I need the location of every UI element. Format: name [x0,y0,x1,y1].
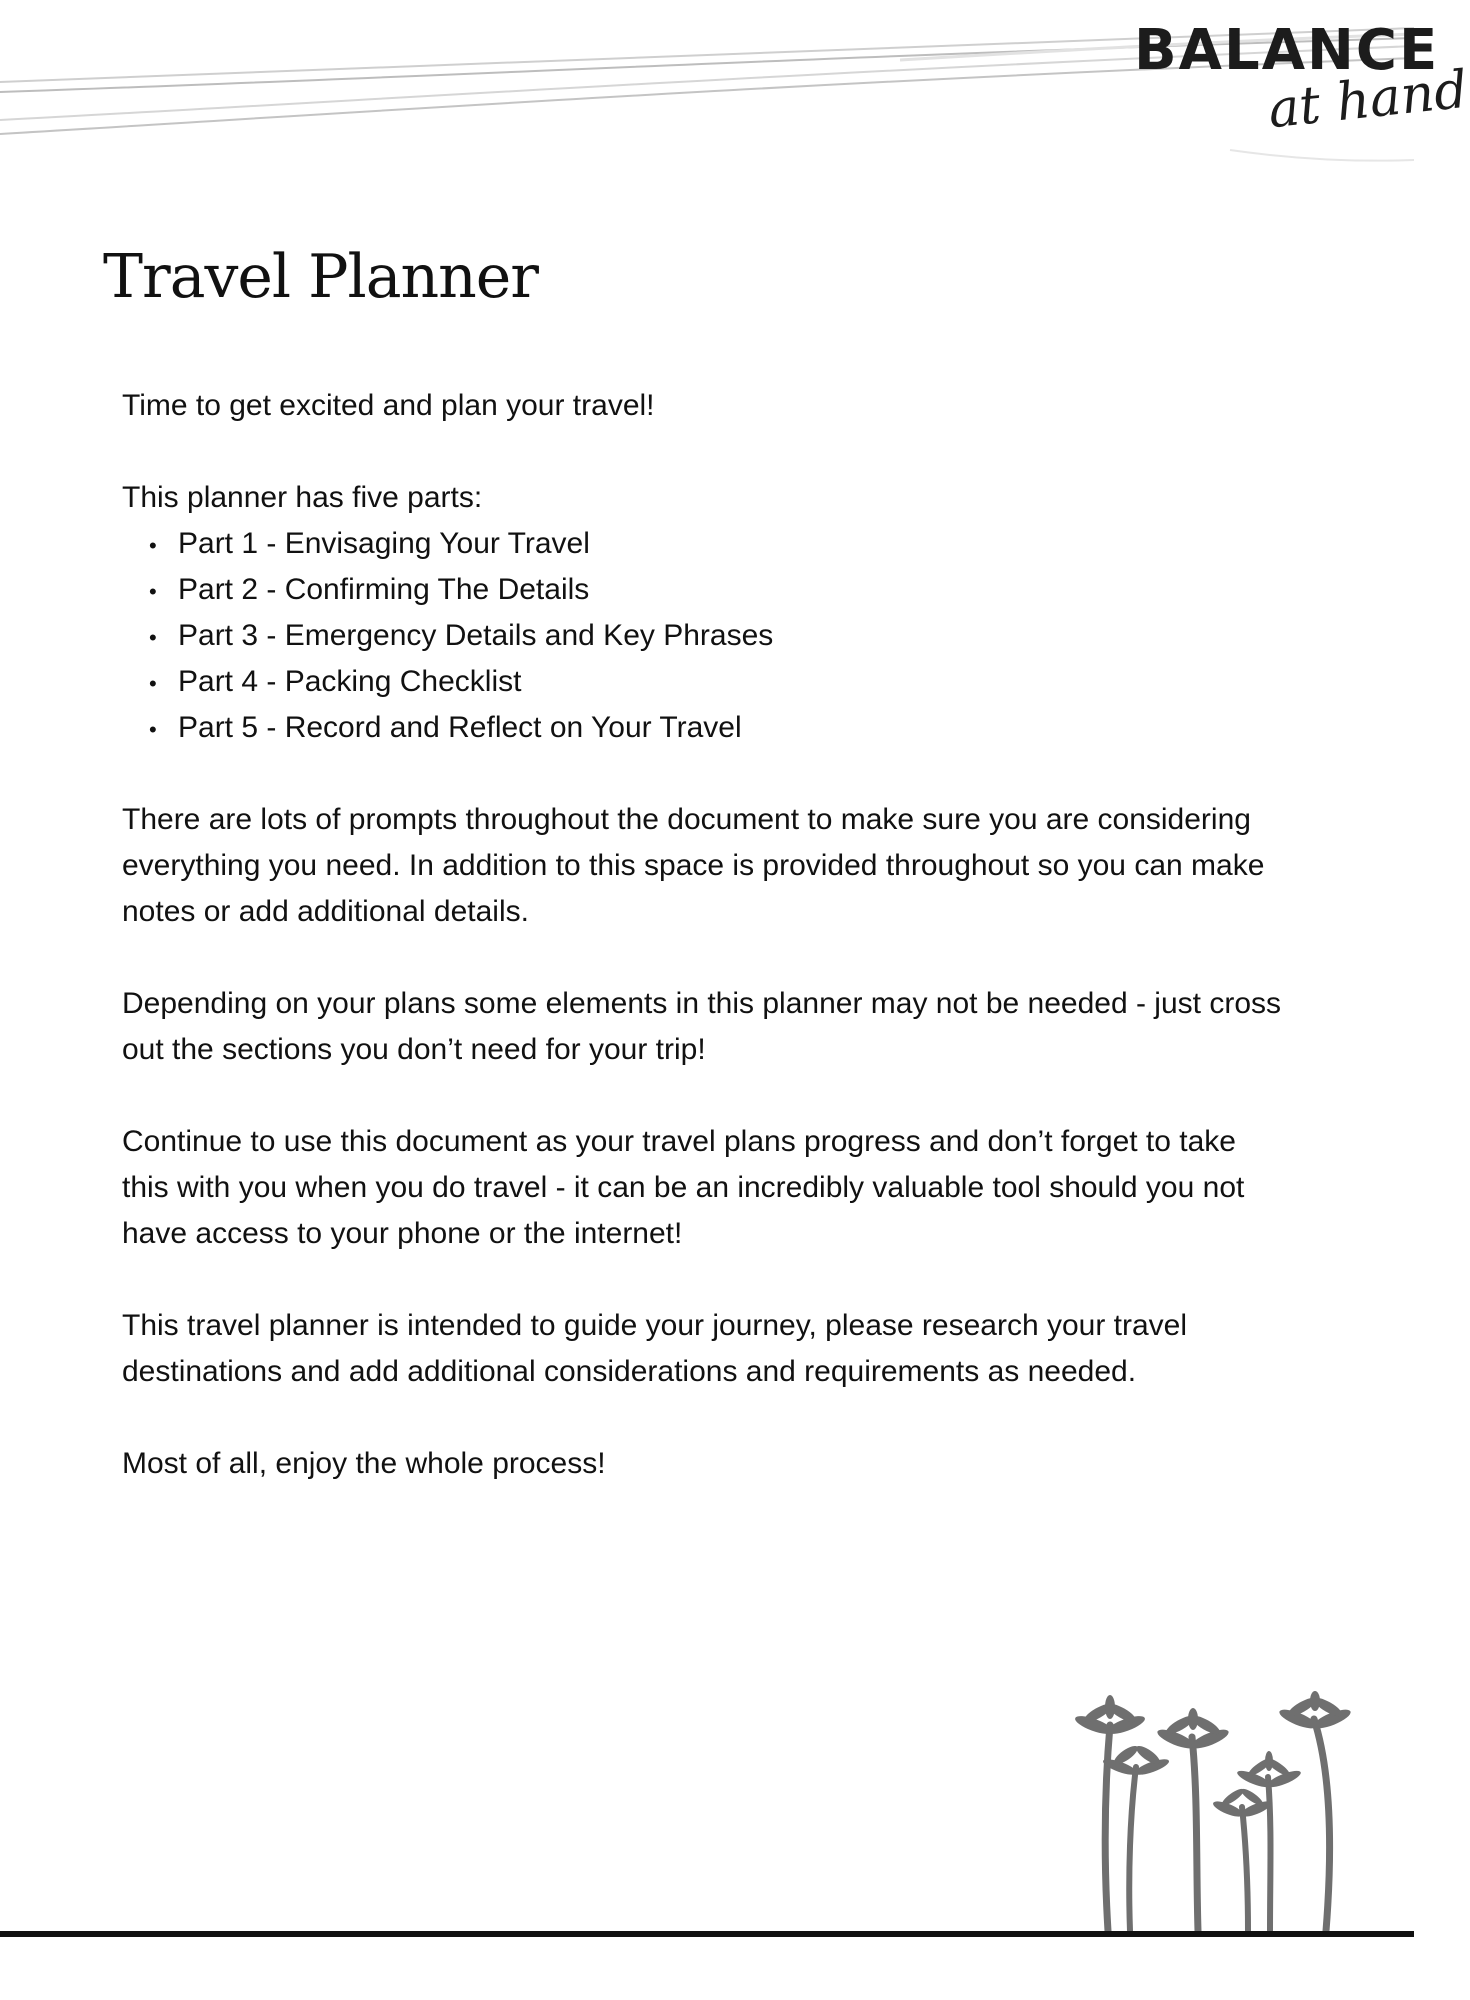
prompts-paragraph: There are lots of prompts throughout the document to make sure you are considering everything you need. In addition to this space is provided throughout so you can make notes or add additional details. [122,803,1265,928]
take-with-you-paragraph: Continue to use this document as your travel plans progress and don’t forget to take this with you when you do travel - it can be an incredibly valuable tool should you not have access to your phone or the internet! [122,1125,1245,1250]
closing-paragraph: Most of all, enjoy the whole process! [122,1447,606,1480]
palm-trees-icon [1070,1695,1360,1935]
brand-logo [1130,18,1470,148]
research-paragraph: This travel planner is intended to guide your journey, please research your travel destinations and add additional considerations and requirements as needed. [122,1309,1188,1388]
bottom-divider [0,1931,1414,1937]
parts-list [122,521,1282,751]
optional-sections-paragraph: Depending on your plans some elements in this planner may not be needed - just cross out the sections you don’t need for your trip! [122,987,1281,1066]
intro-paragraph: Time to get excited and plan your travel! [122,389,655,422]
page-title: Travel Planner [103,242,538,312]
logo-brand-text: BALANCE [1134,18,1440,83]
parts-list-item: • Part 4 - Packing Checklist [122,659,1282,705]
parts-heading: This planner has five parts: [122,481,483,514]
parts-list-item: • Part 2 - Confirming The Details [122,567,1282,613]
document-body [122,383,1282,1533]
parts-list-item: • Part 5 - Record and Reflect on Your Travel [122,705,1282,751]
logo-script-text: at hand [1265,59,1470,141]
parts-list-item: • Part 1 - Envisaging Your Travel [122,521,1282,567]
parts-list-item: • Part 3 - Emergency Details and Key Phrases [122,613,1282,659]
